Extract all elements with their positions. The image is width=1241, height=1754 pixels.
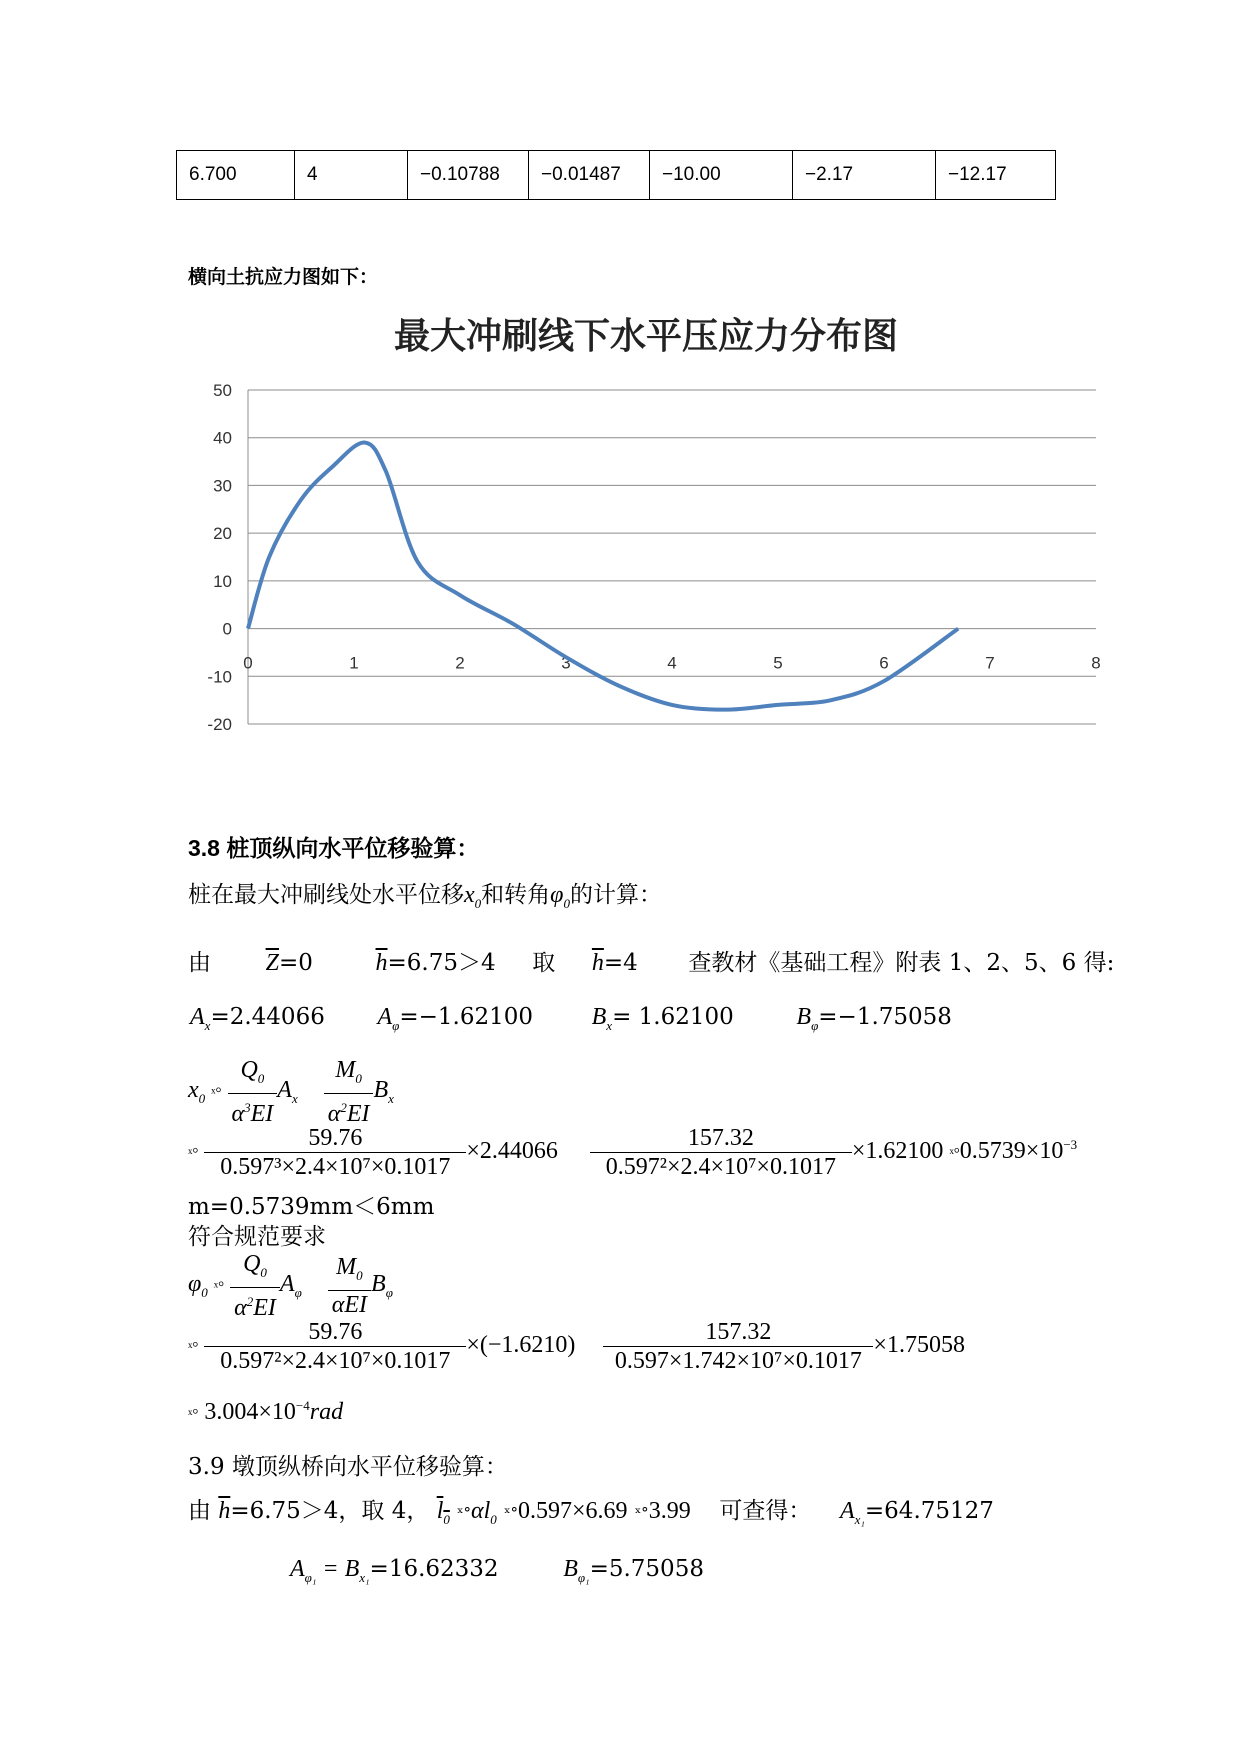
x-tick-label: 0: [243, 653, 253, 673]
x0-numeric: ˣ° $\frac{59.76}{\text{0.597³×2.4×10⁷×0.1017}}$ ×2.44066 $\frac{157.32}{\text{0.597²×2.4×10⁷×0.1017}}$ ×1.62100 $ˣ^\circ 0.5739\times 10^{-3}$: [188, 1125, 1078, 1180]
intro-text-c: 的计算：: [569, 882, 662, 908]
coefficient-line: [190, 1004, 952, 1034]
intro-text-a: 桩在最大冲刷线处水平位移: [188, 882, 464, 908]
res2-unit: rad: [309, 1399, 344, 1425]
phi0-numeric: ˣ° $\frac{59.76}{\text{0.597²×2.4×10⁷×0.1017}}$ ×(−1.6210) $\frac{157.32}{\text{0.597×1.742×10⁷×0.1017}}$ ×1.75058: [188, 1319, 965, 1374]
ax1-value: =64.75127: [864, 1498, 994, 1524]
x-tick-label: 8: [1091, 653, 1101, 673]
ax1-symbol: $A_{x_1}$: [839, 1498, 865, 1527]
x-tick-label: 1: [349, 653, 359, 673]
num1: 59.76: [204, 1124, 466, 1153]
lookup-text-2: 可查得：: [719, 1498, 812, 1524]
res1-exp: −3: [1063, 1137, 1078, 1153]
h-value-3: =6.75＞4，取 4，: [230, 1498, 430, 1524]
h-bar-symbol-2: $\overline{h}$: [591, 950, 604, 976]
table-cell: 6.700: [177, 151, 295, 200]
num2: 157.32: [590, 1124, 852, 1153]
l0-bar-symbol: $l_0$: [436, 1498, 450, 1527]
aphi1-value: =16.62332: [369, 1556, 499, 1582]
y-tick-label: -10: [207, 667, 232, 687]
alpha-l0-symbol: $\alpha l_0$: [471, 1498, 497, 1527]
num3: 59.76: [204, 1318, 466, 1347]
x-tick-label: 3: [561, 653, 571, 673]
x-tick-label: 2: [455, 653, 465, 673]
y-tick-label: 40: [213, 428, 232, 448]
ax-value: =2.44066: [210, 1004, 325, 1030]
res2-exp: −4: [295, 1398, 310, 1413]
h-bar-symbol-3: $\overline{h}$: [218, 1498, 231, 1524]
y-tick-label: 10: [213, 571, 232, 591]
intro-text-b: 和转角: [481, 882, 551, 908]
num4: 157.32: [603, 1318, 873, 1347]
res2: 3.004×10: [204, 1399, 296, 1425]
stress-distribution-chart: [176, 300, 1116, 740]
table-cell: −0.01487: [529, 151, 650, 200]
y-tick-label: -20: [207, 715, 232, 734]
lookup-text: 查教材《基础工程》附表 1、2、5、6 得:: [688, 950, 1115, 976]
z-value: =0: [278, 950, 313, 976]
ax-symbol: $A_x$: [190, 1004, 211, 1033]
bphi1-symbol: $B_{\varphi_1}$: [563, 1556, 590, 1585]
aphi-symbol: $A_\varphi$: [377, 1004, 400, 1033]
phi0-symbol: $\varphi_0$: [550, 882, 570, 911]
table-cell: −12.17: [936, 151, 1056, 200]
h-value-2: =4: [603, 950, 638, 976]
chart-caption: 横向土抗应力图如下：: [188, 267, 379, 288]
sec39-line1: 由 $\overline{h}=6.75>4$，取 4， $l_0$ $ˣ^\circ\alpha l_0$ ˣ°0.597×6.69 ˣ°3.99 可查得： $A_{x_1}=64.75127$: [188, 1498, 994, 1527]
y-tick-label: 20: [213, 524, 232, 544]
table-cell: −0.10788: [408, 151, 529, 200]
z-bar-symbol: $\overline{Z}$: [265, 950, 279, 976]
x0-symbol: $x_0$: [464, 882, 482, 911]
table-cell: −2.17: [793, 151, 936, 200]
bx-value: = 1.62100: [612, 1004, 734, 1030]
you-text: 由: [188, 950, 211, 976]
table-row: [177, 151, 1056, 200]
x-tick-label: 4: [667, 653, 677, 673]
table-cell: −10.00: [650, 151, 793, 200]
product-value: 0.597×6.69: [517, 1498, 628, 1524]
bphi1-value: =5.75058: [589, 1556, 704, 1582]
compliance-note: 符合规范要求: [188, 1224, 326, 1250]
h-value: =6.75＞4: [387, 950, 496, 976]
aphi-value: =−1.62100: [399, 1004, 533, 1030]
x-tick-label: 7: [985, 653, 995, 673]
bphi-value: =−1.75058: [818, 1004, 952, 1030]
you-text-2: 由: [188, 1498, 211, 1524]
mul4: ×1.75058: [873, 1332, 965, 1359]
x-tick-label: 6: [879, 653, 889, 673]
res1: 0.5739×10: [959, 1138, 1064, 1165]
result-mm: m=0.5739mm＜6mm: [188, 1194, 435, 1220]
den2: 0.597²×2.4×10⁷×0.1017: [605, 1154, 836, 1180]
x-tick-label: 5: [773, 653, 783, 673]
bphi-symbol: $B_\varphi$: [796, 1004, 819, 1033]
sec39-line2: [290, 1556, 704, 1586]
den3: 0.597²×2.4×10⁷×0.1017: [220, 1348, 451, 1374]
section-heading-3-8: 3.8 桩顶纵向水平位移验算：: [188, 835, 480, 861]
y-tick-label: 30: [213, 476, 232, 496]
h-bar-symbol: $\overline{h}$: [375, 950, 388, 976]
given-line: [188, 944, 1114, 977]
y-tick-label: 50: [213, 381, 232, 400]
phi0-formula: $\varphi_0$ ˣ° $\frac{Q_0}{\alpha^2EI}$ $A_\varphi$ $\frac{M_0}{\text{αEI}}$ $B_\varphi$: [188, 1251, 393, 1321]
result-value: 3.99: [648, 1498, 691, 1524]
aphi1-bx1-symbol: $A_{\varphi_1} = B_{x_1}$: [290, 1556, 370, 1585]
y-tick-label: 0: [222, 619, 232, 639]
take-text: 取: [532, 950, 556, 976]
chart-title: 最大冲刷线下水平压应力分布图: [393, 315, 899, 356]
den1: 0.597³×2.4×10⁷×0.1017: [220, 1154, 451, 1180]
den4: 0.597×1.742×10⁷×0.1017: [614, 1348, 862, 1374]
table-cell: 4: [295, 151, 408, 200]
mul2: ×1.62100: [851, 1138, 944, 1165]
x0-formula: $x_0$ ˣ° $\frac{Q_0}{\alpha^3EI}$ $A_x$ $\frac{M_0}{\alpha^2EI}$ $B_x$: [188, 1057, 394, 1127]
mul1: ×2.44066: [466, 1138, 558, 1165]
phi0-result: ˣ° $3.004\times 10^{-4}rad$: [188, 1398, 344, 1425]
intro-line: [188, 876, 662, 912]
data-table-row: [176, 150, 1056, 200]
mul3: ×(−1.6210): [466, 1332, 576, 1359]
bx-symbol: $B_x$: [591, 1004, 613, 1033]
section-heading-3-9: 3.9 墩顶纵桥向水平位移验算：: [188, 1454, 508, 1480]
